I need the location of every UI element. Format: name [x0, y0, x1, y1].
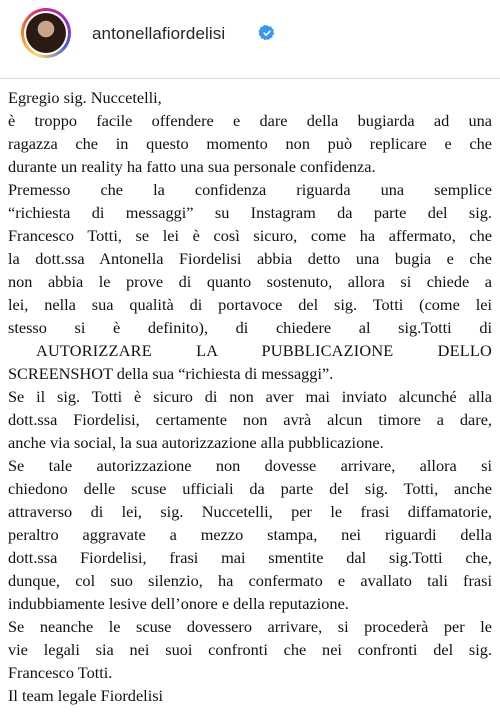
avatar[interactable]	[26, 13, 66, 53]
letter-line: dott.ssa Fiordelisi, certamente non avrà alcun timore a dare,	[8, 410, 492, 429]
letter-body	[8, 86, 492, 707]
letter-line: vie legali sia nei suoi confronti che nei confronti del sig.	[8, 640, 492, 659]
letter-line: AUTORIZZARE LA PUBBLICAZIONE DELLO	[36, 341, 492, 360]
letter-line: Se il sig. Totti è sicuro di non aver mai inviato alcunché alla	[8, 387, 492, 406]
letter-line: lei, nella sua qualità di portavoce del sig. Totti (come lei	[8, 295, 492, 314]
story-ring[interactable]	[21, 8, 71, 58]
letter-line: è troppo facile offendere e dare della bugiarda ad una	[8, 111, 492, 130]
letter-line: la dott.ssa Antonella Fiordelisi abbia detto una bugia e che	[8, 249, 492, 268]
letter-line: Se neanche le scuse dovessero arrivare, si procederà per le	[8, 617, 492, 636]
letter-signature: Il team legale Fiordelisi	[8, 686, 164, 705]
letter-line: anche via social, la sua autorizzazione alla pubblicazione.	[8, 433, 384, 452]
letter-line: SCREENSHOT della sua “richiesta di messaggi”.	[8, 364, 334, 383]
letter-line: non abbia le prove di quanto sostenuto, allora si chiede a	[8, 272, 492, 291]
letter-line: chiedono delle scuse ufficiali da parte del sig. Totti, anche	[8, 479, 492, 498]
letter-line: Francesco Totti.	[8, 663, 113, 682]
letter-line: Se tale autorizzazione non dovesse arrivare, allora si	[8, 456, 492, 475]
letter-line: dunque, col suo silenzio, ha confermato e avallato tali frasi	[8, 571, 492, 590]
letter-line: dott.ssa Fiordelisi, frasi mai smentite dal sig.Totti che,	[8, 548, 492, 567]
letter-line: ragazza che in questo momento non può replicare e che	[8, 134, 492, 153]
letter-line: Francesco Totti, se lei è così sicuro, come ha affermato, che	[8, 226, 492, 245]
letter-line: indubbiamente lesive dell’onore e della reputazione.	[8, 594, 349, 613]
verified-badge-icon	[258, 24, 276, 42]
letter-line: attraverso di lei, sig. Nuccetelli, per le frasi diffamatorie,	[8, 502, 492, 521]
letter-line: Premesso che la confidenza riguarda una semplice	[8, 180, 492, 199]
post-header	[0, 0, 500, 79]
letter-line: Egregio sig. Nuccetelli,	[8, 88, 162, 107]
letter-line: “richiesta di messaggi” su Instagram da parte del sig.	[8, 203, 492, 222]
letter-line: durante un reality ha fatto una sua personale confidenza.	[8, 157, 376, 176]
letter-line: stesso si è definito), di chiedere al sig.Totti di	[8, 318, 492, 337]
letter-line: peraltro aggravate a mezzo stampa, nei riguardi della	[8, 525, 492, 544]
username[interactable]: antonellafiordelisi	[92, 24, 226, 43]
